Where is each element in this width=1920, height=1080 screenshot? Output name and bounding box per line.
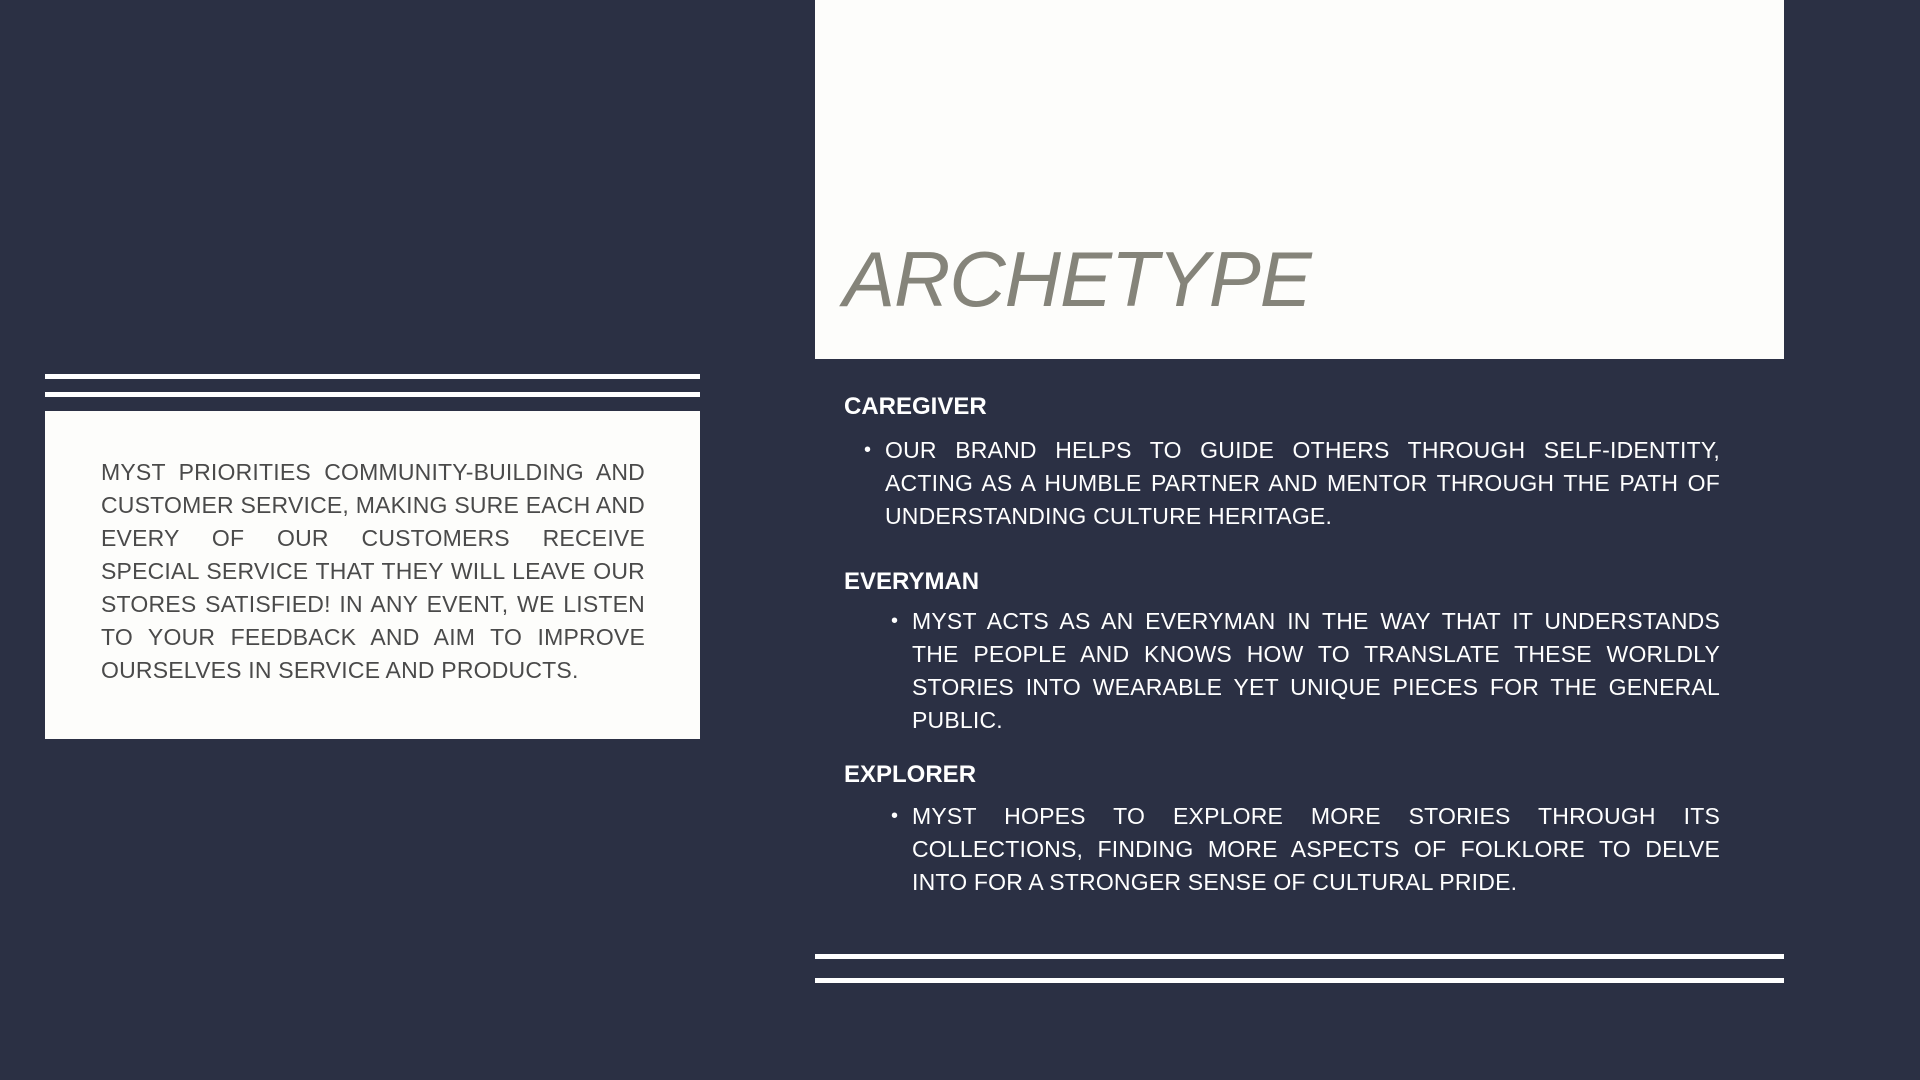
archetype-explorer [844, 758, 1720, 899]
bullet-icon: • [891, 610, 899, 632]
community-card [45, 411, 700, 739]
archetype-description: OUR BRAND HELPS TO GUIDE OTHERS THROUGH SELF-IDENTITY, ACTING AS A HUMBLE PARTNER AND MENTOR THROUGH THE PATH OF UNDERSTANDING CULTURE HERITAGE. [885, 437, 1720, 529]
archetype-bullet [864, 434, 1720, 533]
archetype-heading: CAREGIVER [844, 393, 987, 420]
left-divider-top [45, 374, 700, 379]
right-divider-top [815, 954, 1784, 959]
left-divider-bottom [45, 392, 700, 397]
archetype-description: MYST ACTS AS AN EVERYMAN IN THE WAY THAT IT UNDERSTANDS THE PEOPLE AND KNOWS HOW TO TRANSLATE THESE WORLDLY STORIES INTO WEARABLE YET UNIQUE PIECES FOR THE GENERAL PUBLIC. [912, 608, 1720, 733]
bullet-icon: • [864, 439, 872, 461]
archetype-everyman [844, 565, 1720, 737]
page-title: ARCHETYPE [843, 235, 1311, 323]
archetype-bullet [891, 800, 1720, 899]
archetype-heading: EVERYMAN [844, 568, 980, 595]
archetype-bullet [891, 605, 1720, 737]
title-card [815, 0, 1784, 359]
bullet-icon: • [891, 805, 899, 827]
archetype-description: MYST HOPES TO EXPLORE MORE STORIES THROUGH ITS COLLECTIONS, FINDING MORE ASPECTS OF FOLKLORE TO DELVE INTO FOR A STRONGER SENSE OF CULTURAL PRIDE. [912, 803, 1720, 895]
right-divider-bottom [815, 978, 1784, 983]
archetype-heading: EXPLORER [844, 761, 977, 788]
community-description: MYST PRIORITIES COMMUNITY-BUILDING AND CUSTOMER SERVICE, MAKING SURE EACH AND EVERY OF OUR CUSTOMERS RECEIVE SPECIAL SERVICE THAT THEY WILL LEAVE OUR STORES SATISFIED! IN ANY EVENT, WE LISTEN TO YOUR FEEDBACK AND AIM TO IMPROVE OURSELVES IN SERVICE AND PRODUCTS. [101, 459, 645, 683]
archetype-caregiver [844, 390, 1720, 533]
